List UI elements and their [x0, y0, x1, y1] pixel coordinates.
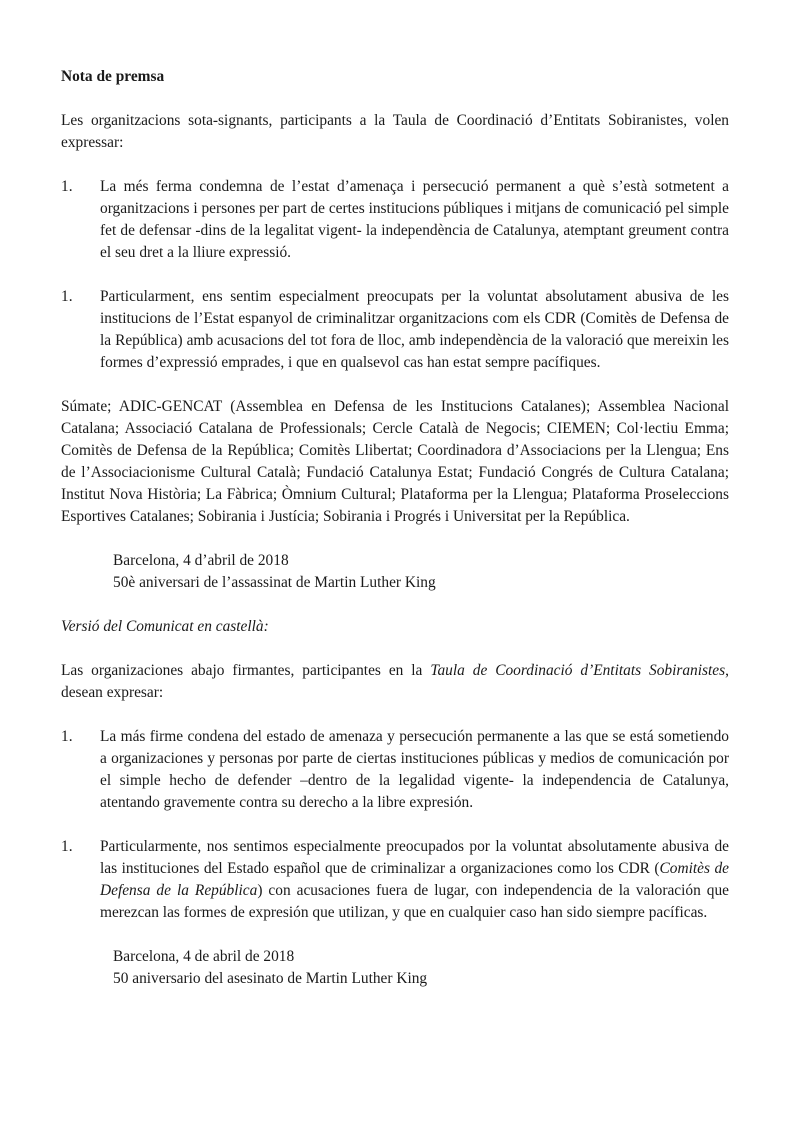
intro-italic-text: Taula de Coordinació d’Entitats Sobiranistes — [430, 662, 726, 679]
item-number: 1. — [61, 288, 73, 305]
intro-text: Las organizaciones abajo firmantes, participantes en la — [61, 662, 431, 679]
item-text-start: Particularmente, nos sentimos especialmente preocupados por la voluntat absolutamente abusiva de las instituciones del Estado español que de criminalizar a organizaciones como los CDR ( — [100, 838, 729, 877]
intro-text-end: , desean expresar: — [61, 662, 729, 701]
item-italic-text: Comitès de Defensa de la República — [100, 860, 729, 899]
item-text-end: ) con acusaciones fuera de lugar, con independencia de la valoración que merezcan las formes de expresión que utilizan, y que en cualquier caso han sido siempre pacíficas. — [100, 882, 729, 921]
item-text: Particularment, ens sentim especialment preocupats per la voluntat absolutament abusiva de les institucions de l’Estat espanyol de criminalitzar organitzacions com els CDR (Comitès de Defensa de la República) amb acusacions del tot fora de lloc, amb independència de la valoració que mereixin les formes d’expressió emprades, i que en qualsevol cas han estat sempre pacífiques. — [100, 288, 729, 371]
anniversary-note: 50è aniversari de l’assassinat de Martin Luther King — [113, 574, 436, 591]
place-date: Barcelona, 4 de abril de 2018 — [113, 948, 295, 965]
place-date: Barcelona, 4 d’abril de 2018 — [113, 552, 289, 569]
press-release-page — [61, 66, 729, 990]
item-text: La más firme condena del estado de amenaza y persecución permanente a las que se está sometiendo a organizaciones y personas por parte de ciertas instituciones públicas y medios de comunicación por el simple hecho de defender –dentro de la legalidad vigente- la independencia de Catalunya, atentando gravemente contra su derecho a la libre expresión. — [100, 728, 729, 811]
document-title: Nota de premsa — [61, 68, 165, 85]
catalan-signature-block — [61, 550, 729, 594]
spanish-version-heading: Versió del Comunicat en castellà: — [61, 618, 269, 635]
item-text — [100, 836, 729, 924]
item-number: 1. — [61, 838, 73, 855]
signatories-list: Súmate; ADIC-GENCAT (Assemblea en Defensa de les Institucions Catalanes); Assemblea Nacional Catalana; Associació Catalana de Professionals; Cercle Català de Negocis; CIEMEN; Col·lectiu Emma; Comitès de Defensa de la República; Comitès Llibertat; Coordinadora d’Associacions per la Llengua; Ens de l’Associacionisme Cultural Català; Fundació Catalunya Estat; Fundació Congrés de Cultura Catalana; Institut Nova Història; La Fàbrica; Òmnium Cultural; Plataforma per la Llengua; Plataforma Proseleccions Esportives Catalanes; Sobirania i Justícia; Sobirania i Progrés i Universitat per la República. — [61, 398, 729, 525]
item-number: 1. — [61, 178, 73, 195]
spanish-signature-block — [61, 946, 729, 990]
catalan-item — [61, 176, 729, 264]
anniversary-note: 50 aniversario del asesinato de Martin Luther King — [113, 970, 428, 987]
catalan-intro: Les organitzacions sota-signants, participants a la Taula de Coordinació d’Entitats Sobiranistes, volen expressar: — [61, 112, 729, 151]
spanish-intro — [61, 660, 729, 704]
spanish-item — [61, 726, 729, 814]
spanish-item — [61, 836, 729, 924]
item-text: La més ferma condemna de l’estat d’amenaça i persecució permanent a què s’està sotmetent a organitzacions i persones per part de certes institucions públiques i mitjans de comunicació pel simple fet de defensar -dins de la legalitat vigent- la independència de Catalunya, atemptant greument contra el seu dret a la lliure expressió. — [100, 178, 729, 261]
item-number: 1. — [61, 728, 73, 745]
catalan-item — [61, 286, 729, 374]
